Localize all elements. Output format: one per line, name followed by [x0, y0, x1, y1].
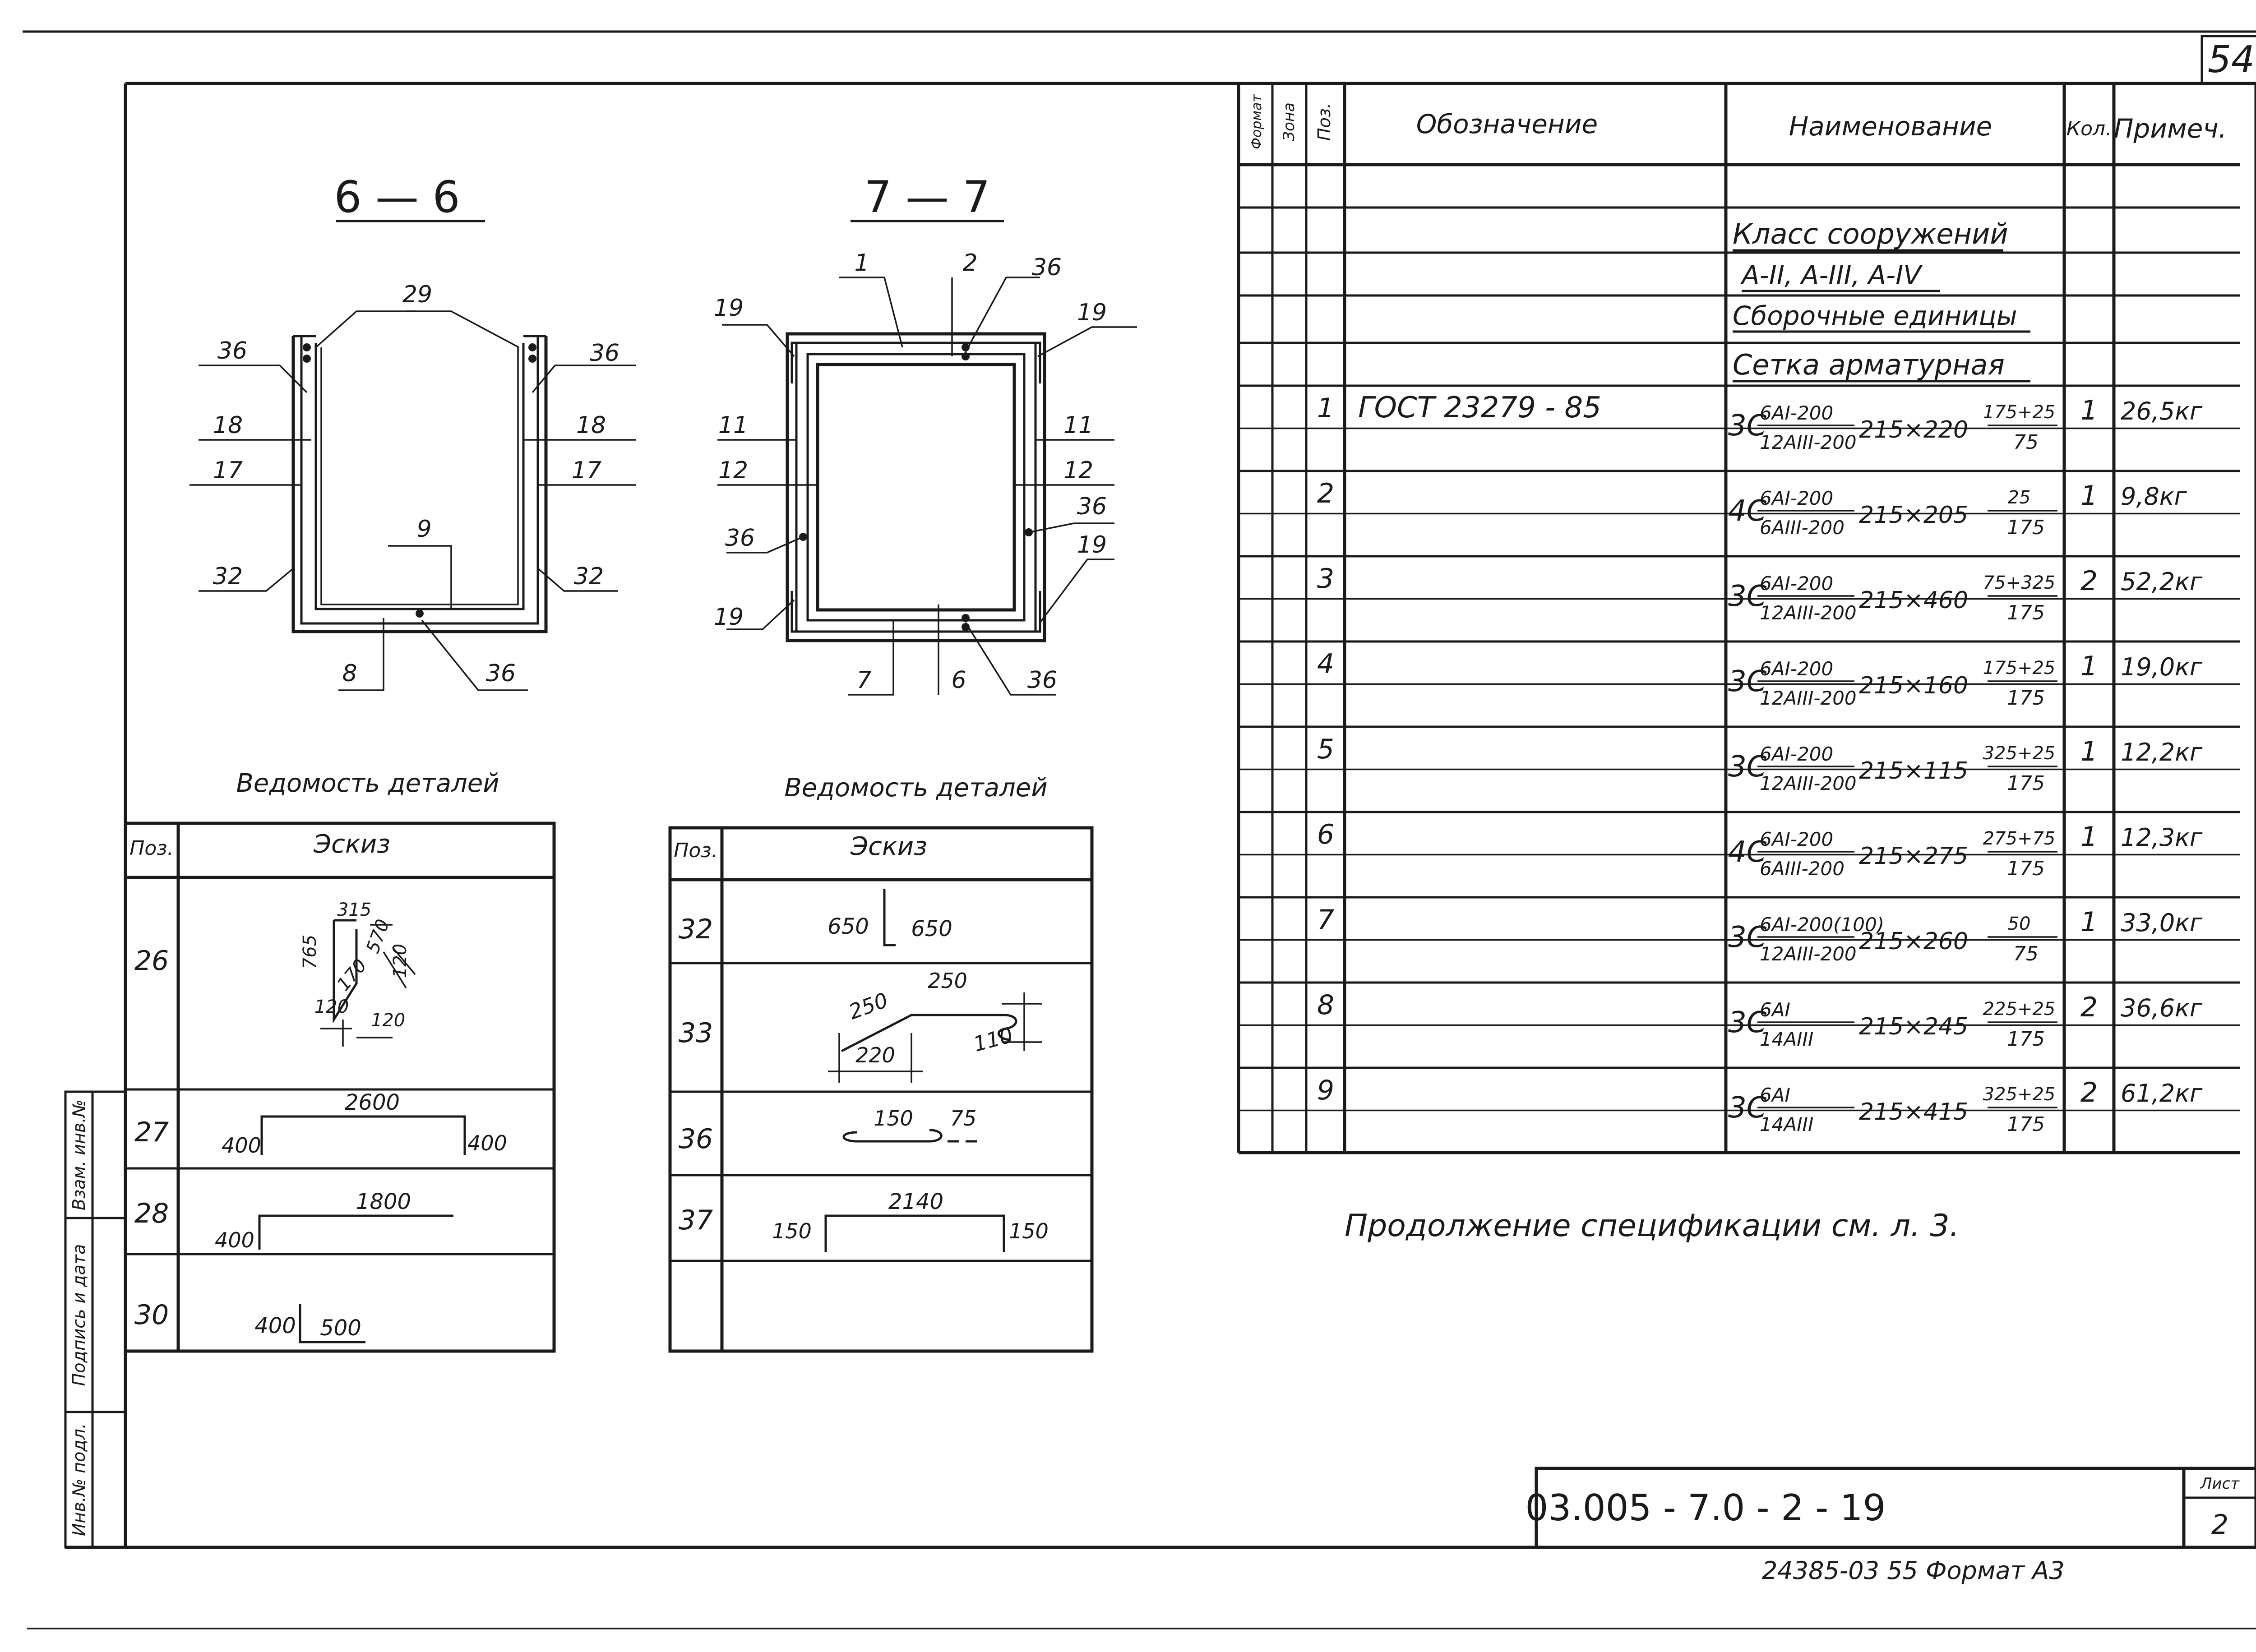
- spec-row-frac-den: 175: [2007, 1113, 2045, 1136]
- spec-header-name: Наименование: [1789, 111, 1992, 142]
- spec-row-note: 12,2кг: [2121, 738, 2203, 766]
- sec7-label-7: 7: [856, 667, 872, 694]
- details-right-caption: Ведомость деталей: [784, 773, 1048, 803]
- section-7-7: [714, 172, 1137, 695]
- sec7-label-19-right-bottom: 19: [1077, 531, 1107, 558]
- spec-group-mesh: Сетка арматурная: [1733, 348, 2005, 381]
- spec-row: [1317, 478, 2187, 539]
- details-right-pos-36: 36: [678, 1123, 713, 1155]
- spec-row-note: 9,8кг: [2121, 482, 2187, 511]
- detail28-dim-1800: 1800: [356, 1189, 411, 1214]
- spec-row-designation: ГОСТ 23279 - 85: [1358, 391, 1601, 425]
- detail33-dim-250-a: 250: [846, 988, 892, 1024]
- detail30-dim-400: 400: [254, 1313, 296, 1338]
- spec-row-note: 33,0кг: [2121, 909, 2203, 937]
- spec-row-frac-den: 175: [2007, 516, 2045, 539]
- side-stamp-replace-inv: Взам. инв.№: [69, 1099, 89, 1210]
- spec-row-prefix: 3С: [1728, 1091, 1767, 1125]
- sec6-label-36-bottom: 36: [485, 660, 516, 687]
- specification-table: [1239, 83, 2240, 1153]
- sec7-label-12-left: 12: [718, 457, 749, 484]
- spec-header-designation: Обозначение: [1416, 109, 1598, 139]
- drawing-code: 03.005 - 7.0 - 2 - 19: [1525, 1487, 1886, 1529]
- detail26-dim-120-b: 120: [314, 997, 349, 1017]
- spec-row-mesh-den: 14АIII: [1760, 1028, 1814, 1050]
- spec-row-pos: 4: [1317, 648, 1335, 680]
- spec-row-qty: 1: [2080, 480, 2098, 512]
- spec-row: [1317, 819, 2203, 880]
- spec-row-frac-num: 325+25: [1983, 743, 2056, 764]
- detail26-dim-120-a: 120: [390, 943, 411, 978]
- spec-row-note: 36,6кг: [2121, 994, 2203, 1022]
- stamp-sheet-value: 2: [2211, 1509, 2229, 1541]
- spec-row-dims: 215×460: [1859, 587, 1969, 614]
- spec-header-format: Формат: [1249, 94, 1265, 149]
- sec7-label-36-top: 36: [1031, 254, 1062, 281]
- spec-row-dims: 215×275: [1859, 843, 1969, 870]
- spec-row-pos: 3: [1317, 563, 1335, 595]
- details-right-col-pos: Поз.: [674, 839, 718, 862]
- spec-row-mesh-num: 6АI-200: [1760, 572, 1834, 595]
- spec-row-pos: 2: [1317, 478, 1335, 509]
- detail33-dim-220: 220: [855, 1043, 895, 1067]
- spec-row: [1317, 989, 2203, 1051]
- details-right-pos-32: 32: [678, 914, 713, 945]
- spec-row-mesh-den: 6АIII-200: [1760, 517, 1845, 539]
- sec7-label-12-right: 12: [1063, 457, 1094, 484]
- spec-row-prefix: 4С: [1728, 494, 1767, 528]
- spec-row-note: 52,2кг: [2121, 568, 2203, 596]
- spec-row-qty: 2: [2080, 1077, 2098, 1108]
- sec7-label-36-right: 36: [1077, 493, 1107, 520]
- details-right-pos-33: 33: [678, 1017, 713, 1049]
- spec-row-dims: 215×160: [1859, 672, 1969, 699]
- spec-row-pos: 6: [1317, 819, 1335, 850]
- spec-header-pos: Поз.: [1314, 102, 1334, 141]
- detail36-dim-150: 150: [874, 1106, 913, 1131]
- spec-row-dims: 215×115: [1859, 757, 1969, 784]
- sec6-label-32-right: 32: [573, 563, 604, 590]
- spec-row-dims: 215×260: [1859, 928, 1969, 955]
- section-6-title: 6 — 6: [334, 172, 460, 222]
- section-7-title: 7 — 7: [864, 172, 990, 222]
- spec-row-dims: 215×245: [1859, 1013, 1969, 1040]
- spec-row-frac-num: 50: [2007, 914, 2031, 934]
- spec-row-frac-den: 175: [2007, 857, 2045, 880]
- detail27-dim-400-right: 400: [467, 1131, 507, 1155]
- sec7-label-19-left-top: 19: [713, 295, 744, 322]
- details-left-pos-26: 26: [134, 945, 169, 977]
- detail27-dim-2600: 2600: [344, 1090, 400, 1115]
- spec-row-frac-num: 275+75: [1983, 828, 2056, 849]
- spec-row: [1317, 904, 2203, 965]
- spec-row: [1317, 563, 2203, 624]
- details-left-pos-28: 28: [134, 1198, 169, 1229]
- spec-row-mesh-den: 12АIII-200: [1760, 772, 1857, 794]
- sec6-label-36-right: 36: [589, 340, 620, 367]
- sec6-label-32-left: 32: [213, 563, 243, 590]
- spec-row-qty: 1: [2080, 395, 2098, 426]
- sec7-label-6: 6: [951, 667, 966, 694]
- footer-note: 24385-03 55 Формат А3: [1762, 1556, 2065, 1585]
- spec-group-assembly: Сборочные единицы: [1733, 300, 2017, 331]
- spec-row-qty: 2: [2080, 565, 2098, 597]
- spec-row-mesh-num: 6АI: [1760, 1084, 1790, 1106]
- detail32-dim-650-left: 650: [828, 914, 869, 939]
- spec-row-pos: 7: [1317, 904, 1335, 936]
- details-right-col-sketch: Эскиз: [851, 832, 927, 861]
- spec-row-note: 26,5кг: [2121, 397, 2203, 425]
- spec-row-mesh-num: 6АI-200(100): [1760, 914, 1885, 936]
- spec-row: [1317, 648, 2203, 710]
- details-left-col-pos: Поз.: [129, 837, 174, 860]
- spec-row-frac-num: 175+25: [1983, 658, 2056, 678]
- detail26-dim-570: 570: [362, 916, 394, 956]
- spec-row: [1317, 1075, 2203, 1136]
- spec-row-mesh-den: 14АIII: [1760, 1113, 1814, 1135]
- sec6-label-17-left: 17: [213, 457, 243, 484]
- detail27-dim-400-left: 400: [222, 1133, 261, 1158]
- details-left-pos-30: 30: [134, 1299, 169, 1331]
- side-stamp-signature-date: Подпись и дата: [69, 1244, 89, 1386]
- title-block: [1525, 1468, 2256, 1547]
- spec-row-dims: 215×415: [1859, 1098, 1969, 1126]
- spec-row-qty: 2: [2080, 992, 2098, 1023]
- spec-row-prefix: 3С: [1728, 921, 1767, 954]
- spec-row-frac-num: 225+25: [1983, 999, 2056, 1020]
- detail28-dim-400: 400: [215, 1228, 254, 1252]
- details-table-right: [670, 773, 1092, 1351]
- spec-row-pos: 5: [1317, 734, 1335, 765]
- spec-group-classes-list: А-II, А-III, А-IV: [1742, 260, 1921, 291]
- detail37-dim-2140: 2140: [888, 1189, 944, 1214]
- spec-header-zone: Зона: [1280, 102, 1298, 141]
- spec-row-pos: 1: [1317, 392, 1335, 424]
- sec6-label-29: 29: [402, 281, 433, 308]
- detail32-dim-650-right: 650: [911, 916, 952, 941]
- spec-row-mesh-num: 6АI-200: [1760, 743, 1834, 765]
- detail26-dim-315: 315: [337, 900, 372, 920]
- spec-row-mesh-den: 12АIII-200: [1760, 943, 1857, 965]
- spec-row-mesh-num: 6АI-200: [1760, 402, 1834, 424]
- spec-row-mesh-num: 6АI-200: [1760, 828, 1834, 850]
- sec7-label-36-left: 36: [725, 525, 755, 552]
- spec-row-qty: 1: [2080, 821, 2098, 853]
- sheet-number-top: 54: [2207, 38, 2255, 81]
- stamp-sheet-label: Лист: [2200, 1475, 2240, 1493]
- spec-row-dims: 215×205: [1859, 502, 1969, 529]
- spec-rows: [1317, 391, 2203, 1136]
- sec7-label-2: 2: [962, 249, 978, 277]
- side-stamp: [65, 1092, 125, 1547]
- spec-row-mesh-den: 6АIII-200: [1760, 858, 1845, 880]
- sec7-label-36-bottom: 36: [1027, 667, 1058, 694]
- detail26-dim-765: 765: [300, 934, 320, 969]
- details-left-pos-27: 27: [134, 1117, 169, 1148]
- spec-row: [1317, 391, 2203, 454]
- continuation-note: Продолжение спецификации см. л. 3.: [1345, 1208, 1960, 1244]
- spec-row-frac-den: 175: [2007, 772, 2045, 795]
- details-left-caption: Ведомость деталей: [236, 769, 499, 798]
- detail30-dim-500: 500: [320, 1315, 361, 1341]
- sec6-label-9: 9: [416, 516, 432, 543]
- spec-row-qty: 1: [2080, 736, 2098, 767]
- spec-row-prefix: 3С: [1728, 750, 1767, 784]
- sec6-label-36-left: 36: [217, 337, 248, 365]
- detail26-dim-170: 170: [333, 955, 371, 995]
- spec-group-class: Класс сооружений: [1733, 217, 2008, 250]
- spec-row-frac-den: 175: [2007, 601, 2045, 624]
- detail33-dim-250-b: 250: [928, 969, 967, 993]
- spec-row-mesh-den: 12АIII-200: [1760, 431, 1857, 453]
- sec7-label-11-right: 11: [1063, 412, 1094, 439]
- sec6-label-8: 8: [342, 660, 357, 687]
- sec7-label-11-left: 11: [718, 412, 749, 439]
- spec-header-note: Примеч.: [2113, 113, 2227, 144]
- spec-row-mesh-den: 12АIII-200: [1760, 602, 1857, 624]
- spec-row-frac-den: 175: [2007, 687, 2045, 710]
- detail26-dim-120-c: 120: [370, 1010, 406, 1031]
- spec-row-prefix: 3С: [1728, 409, 1767, 443]
- spec-row-prefix: 4С: [1728, 835, 1767, 869]
- spec-header-qty: Кол.: [2066, 117, 2112, 140]
- spec-row-dims: 215×220: [1859, 416, 1969, 443]
- spec-row-mesh-num: 6АI-200: [1760, 487, 1834, 509]
- spec-row-prefix: 3С: [1728, 580, 1767, 613]
- spec-row-mesh-den: 12АIII-200: [1760, 687, 1857, 709]
- spec-row-pos: 8: [1317, 989, 1335, 1021]
- spec-row-frac-den: 75: [2013, 942, 2039, 965]
- spec-row-mesh-num: 6АI: [1760, 999, 1790, 1021]
- spec-row-prefix: 3С: [1728, 665, 1767, 698]
- side-stamp-inv-orig: Инв.№ подл.: [69, 1423, 89, 1537]
- section-6-6: [190, 172, 636, 690]
- spec-row: [1317, 734, 2203, 795]
- spec-row-mesh-num: 6АI-200: [1760, 658, 1834, 680]
- detail36-dim-75: 75: [950, 1106, 977, 1131]
- details-right-pos-37: 37: [678, 1204, 713, 1236]
- spec-row-frac-den: 75: [2013, 431, 2039, 454]
- details-table-left: [125, 769, 554, 1351]
- spec-row-frac-num: 25: [2007, 487, 2031, 508]
- sec6-label-18-right: 18: [576, 412, 606, 439]
- details-left-col-sketch: Эскиз: [314, 830, 390, 859]
- spec-row-frac-num: 325+25: [1983, 1084, 2056, 1105]
- detail33-dim-110: 110: [971, 1023, 1016, 1057]
- spec-row-frac-num: 175+25: [1983, 402, 2056, 423]
- spec-row-frac-num: 75+325: [1983, 572, 2056, 593]
- spec-row-qty: 1: [2080, 906, 2098, 938]
- spec-row-qty: 1: [2080, 651, 2098, 682]
- sec7-label-1: 1: [854, 249, 869, 277]
- sec6-label-18-left: 18: [213, 412, 243, 439]
- detail37-dim-150-right: 150: [1009, 1219, 1049, 1243]
- spec-row-note: 12,3кг: [2121, 823, 2203, 852]
- spec-row-note: 19,0кг: [2121, 653, 2203, 681]
- detail37-dim-150-left: 150: [772, 1219, 812, 1243]
- spec-row-prefix: 3С: [1728, 1006, 1767, 1039]
- sec6-label-17-right: 17: [571, 457, 602, 484]
- spec-row-note: 61,2кг: [2121, 1079, 2203, 1107]
- spec-row-pos: 9: [1317, 1075, 1335, 1106]
- spec-row-frac-den: 175: [2007, 1028, 2045, 1051]
- sec7-label-19-left-bottom: 19: [713, 604, 744, 631]
- sec7-label-19-right-top: 19: [1077, 299, 1107, 326]
